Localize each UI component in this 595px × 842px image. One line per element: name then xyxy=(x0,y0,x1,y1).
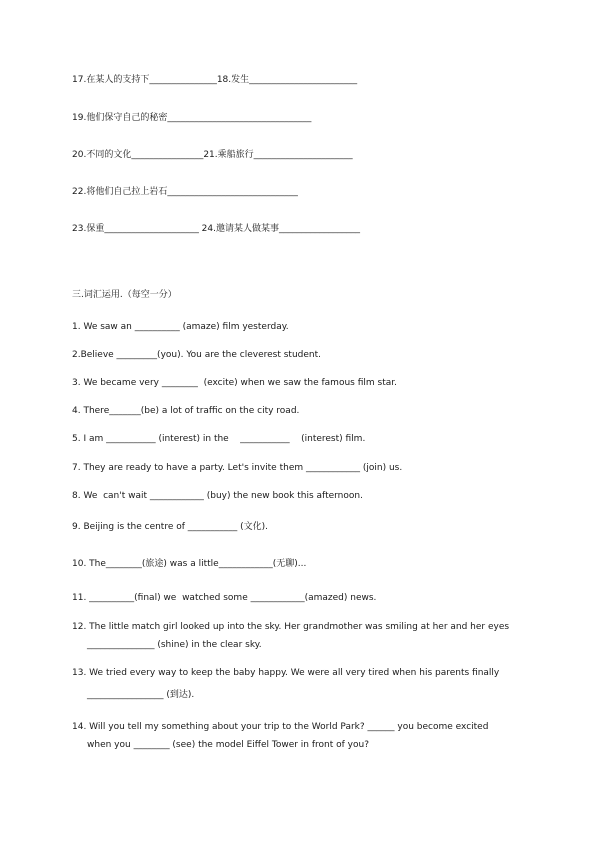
item-14-line-2: when you ________ (see) the model Eiffel Tower in front of you? xyxy=(87,740,369,750)
item-1: 1. We saw an __________ (amaze) film yesterday. xyxy=(72,322,289,332)
section-title: 三.词汇运用.（每空一分） xyxy=(72,290,177,300)
item-10: 10. The________(旅途) was a little____________(无聊)... xyxy=(72,559,307,569)
phrase-17-18: 17.在某人的支持下_______________18.发生________________________ xyxy=(72,75,358,85)
item-7: 7. They are ready to have a party. Let's invite them ____________ (join) us. xyxy=(72,463,403,473)
phrase-19: 19.他们保守自己的秘密________________________________ xyxy=(72,113,312,123)
phrase-20-21: 20.不同的文化________________21.乘船旅行______________________ xyxy=(72,150,353,160)
item-13-line-2: _________________ (到达). xyxy=(87,690,195,700)
phrase-23-24: 23.保重_____________________ 24.邀请某人做某事__________________ xyxy=(72,224,360,234)
item-13-line-1: 13. We tried every way to keep the baby happy. We were all very tired when his parents finally xyxy=(72,668,500,678)
item-2: 2.Believe _________(you). You are the cleverest student. xyxy=(72,350,321,360)
item-11: 11. __________(final) we watched some ____________(amazed) news. xyxy=(72,593,377,603)
item-12-line-1: 12. The little match girl looked up into the sky. Her grandmother was smiling at her and her eyes xyxy=(72,622,510,632)
item-14-line-1: 14. Will you tell my something about your trip to the World Park? ______ you become excited xyxy=(72,722,489,732)
item-12-line-2: _______________ (shine) in the clear sky. xyxy=(87,640,262,650)
item-8: 8. We can't wait ____________ (buy) the new book this afternoon. xyxy=(72,491,363,501)
item-4: 4. There_______(be) a lot of traffic on the city road. xyxy=(72,406,300,416)
phrase-22: 22.将他们自己拉上岩石_____________________________ xyxy=(72,187,298,197)
item-9: 9. Beijing is the centre of ___________ (文化). xyxy=(72,522,269,532)
item-3: 3. We became very ________ (excite) when we saw the famous film star. xyxy=(72,378,397,388)
item-5: 5. I am ___________ (interest) in the ___________ (interest) film. xyxy=(72,434,366,444)
